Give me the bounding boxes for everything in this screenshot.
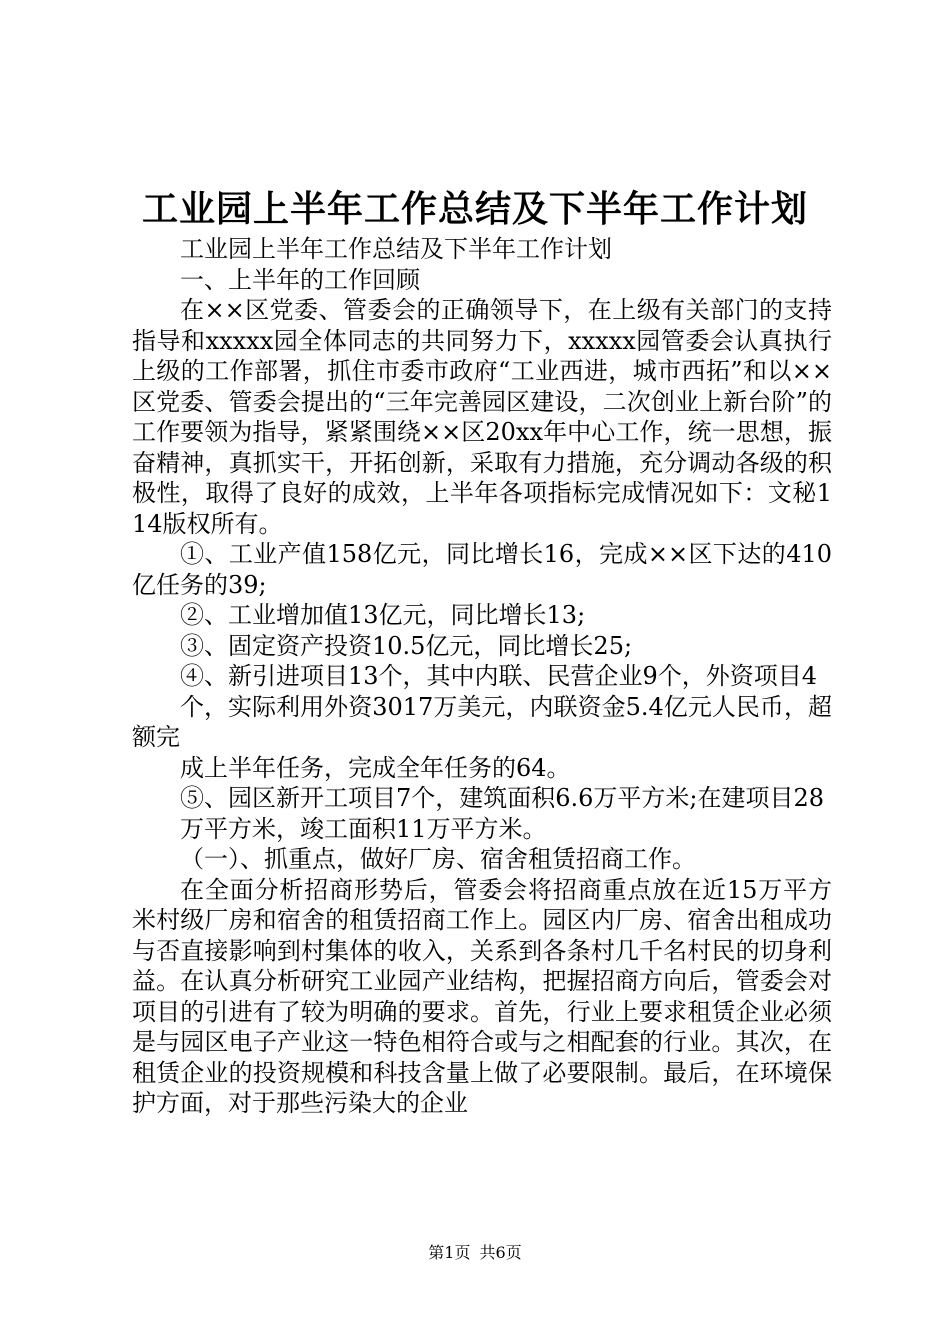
- paragraph-item-4-cont-2: 成上半年任务，完成全年任务的64。: [180, 753, 571, 782]
- document-body: [132, 234, 832, 1119]
- paragraph-item-5: ⑤、园区新开工项目7个，建筑面积6.6万平方米;在建项目28: [180, 784, 825, 812]
- paragraph-item-2: ②、工业增加值13亿元，同比增长13;: [180, 601, 586, 629]
- paragraph-body: 在全面分析招商形势后，管委会将招商重点放在近15万平方米村级厂房和宿舍的租赁招商工作上。园区内厂房、宿舍出租成功与否直接影响到村集体的收入，关系到各条村几千名村民的切身利益。在认真分析研究工业园产业结构，把握招商方向后，管委会对项目的引进有了较为明确的要求。首先，行业上要求租赁企业必须是与园区电子产业这一特色相符合或与之相配套的行业。其次，在租赁企业的投资规模和科技含量上做了必要限制。最后，在环境保护方面，对于那些污染大的企业: [132, 875, 832, 1117]
- page-footer: [0, 1243, 950, 1263]
- paragraph-subtitle: 工业园上半年工作总结及下半年工作计划: [180, 235, 612, 263]
- paragraph-subsection-heading: （一）、抓重点，做好厂房、宿舍租赁招商工作。: [180, 845, 696, 873]
- paragraph-item-3: ③、固定资产投资10.5亿元，同比增长25;: [180, 631, 633, 660]
- page-number: 第1页: [428, 1243, 471, 1262]
- paragraph-item-1: ①、工业产值158亿元，同比增长16，完成××区下达的410亿任务的39;: [132, 540, 832, 599]
- paragraph-intro: 在××区党委、管委会的正确领导下，在上级有关部门的支持指导和xxxxx园全体同志的共同努力下，xxxxx园管委会认真执行上级的工作部署，抓住市委市政府“工业西进，城市西拓”和以××区党委、管委会提出的“三年完善园区建设，二次创业上新台阶”的工作要领为指导，紧紧围绕××区20xx年中心工作，统一思想，振奋精神，真抓实干，开拓创新，采取有力措施，充分调动各级的积极性，取得了良好的成效，上半年各项指标完成情况如下：文秘114版权所有。: [132, 296, 832, 538]
- page-total: 共6页: [479, 1243, 522, 1262]
- document-title: 工业园上半年工作总结及下半年工作计划: [141, 188, 808, 230]
- paragraph-item-4: ④、新引进项目13个，其中内联、民营企业9个，外资项目4: [180, 662, 818, 690]
- paragraph-section-heading: 一、上半年的工作回顾: [180, 265, 420, 294]
- paragraph-item-4-cont-1: 个，实际利用外资3017万美元，内联资金5.4亿元人民币，超额完: [132, 692, 832, 751]
- paragraph-item-5-cont: 万平方米，竣工面积11万平方米。: [180, 814, 547, 843]
